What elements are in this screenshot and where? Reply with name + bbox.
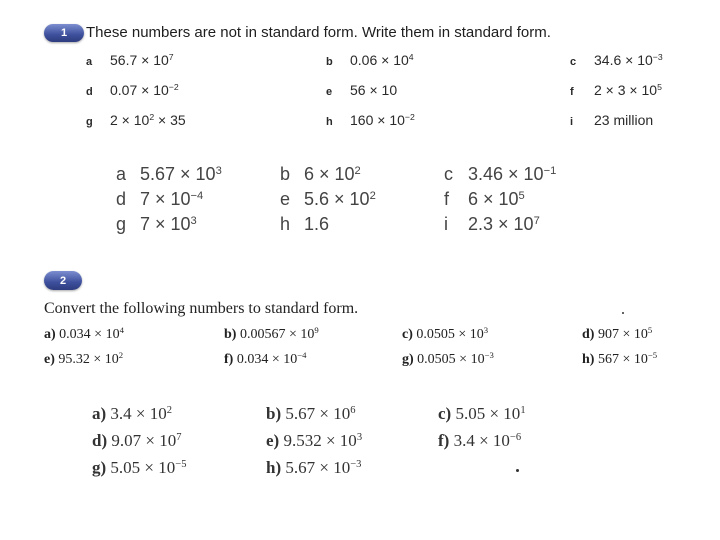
exponent: −5 xyxy=(647,350,658,361)
answer-expression: 3.4 × 10 xyxy=(110,404,167,423)
ex2-answer-e xyxy=(266,431,362,451)
answer-label: b xyxy=(280,164,291,184)
question-label: b xyxy=(326,56,333,68)
answer-expression: 7 × 10 xyxy=(140,214,191,234)
ex1-answer-c xyxy=(444,164,556,185)
exercise-2-number: 2 xyxy=(59,274,67,287)
answer-label: g) xyxy=(92,458,107,477)
exponent: 7 xyxy=(168,52,174,63)
ex2-question-f xyxy=(224,352,306,368)
question-expression: 0.034 × 10 xyxy=(59,327,120,342)
exponent: −6 xyxy=(509,432,522,444)
answer-expression: 6 × 10 xyxy=(304,164,355,184)
answer-label: h) xyxy=(266,458,282,477)
ex2-answer-a xyxy=(92,404,172,424)
exponent: 2 xyxy=(149,112,155,123)
exponent: 2 xyxy=(166,405,173,417)
exponent: −2 xyxy=(168,82,179,93)
answer-label: b) xyxy=(266,404,282,423)
question-expression: 56.7 × 10 xyxy=(110,52,169,68)
question-label: f) xyxy=(224,352,234,367)
ex2-question-e xyxy=(44,352,123,368)
ex2-answer-d xyxy=(92,431,181,451)
ex1-question-f xyxy=(570,82,662,98)
exponent: 7 xyxy=(176,432,182,444)
answer-expression: 5.6 × 10 xyxy=(304,189,370,209)
answer-label: e xyxy=(280,189,291,209)
question-expression-tail: × 35 xyxy=(154,112,186,128)
scan-speck xyxy=(622,312,624,314)
answer-label: f) xyxy=(438,431,450,450)
answer-label: d) xyxy=(92,431,108,450)
ex1-answer-f xyxy=(444,189,525,210)
answer-label: c xyxy=(444,164,453,184)
exercise-2-instructions: Convert the following numbers to standard form. xyxy=(44,300,359,317)
exercise-2-badge xyxy=(44,271,82,290)
exponent: 5 xyxy=(647,325,653,336)
question-expression: 907 × 10 xyxy=(597,327,648,342)
question-expression: 95.32 × 10 xyxy=(58,352,119,367)
question-label: f xyxy=(570,86,574,98)
ex2-question-c xyxy=(402,327,488,343)
exercise-1-number: 1 xyxy=(60,27,68,39)
question-label: e) xyxy=(44,352,55,367)
exponent: 3 xyxy=(215,164,222,177)
question-expression: 2 × 3 × 10 xyxy=(594,82,658,98)
exponent: 5 xyxy=(518,189,525,202)
ex1-answer-i xyxy=(444,214,540,235)
exponent: 3 xyxy=(483,325,489,336)
answer-label: a) xyxy=(92,404,107,423)
exercise-1-badge xyxy=(44,24,84,42)
ex1-answer-b xyxy=(280,164,361,185)
question-label: g) xyxy=(402,352,414,367)
exponent: 3 xyxy=(356,432,363,444)
question-label: h xyxy=(326,116,333,128)
ex2-answer-g xyxy=(92,458,186,478)
ex1-answer-a xyxy=(116,164,222,185)
question-label: d) xyxy=(582,327,595,342)
ex2-answer-h xyxy=(266,458,361,478)
question-expression: 0.00567 × 10 xyxy=(239,327,315,342)
ex2-question-g xyxy=(402,352,494,368)
question-expression: 567 × 10 xyxy=(597,352,648,367)
exponent: −2 xyxy=(404,112,415,123)
question-label: e xyxy=(326,86,333,98)
question-expression: 0.07 × 10 xyxy=(110,82,169,98)
answer-label: a xyxy=(116,164,127,184)
exponent: 4 xyxy=(119,325,124,336)
exponent: 6 xyxy=(350,405,356,417)
exponent: −4 xyxy=(297,350,307,361)
scan-speck xyxy=(516,469,519,472)
ex2-question-a xyxy=(44,327,124,343)
ex2-question-h xyxy=(582,352,657,368)
ex2-answer-f xyxy=(438,431,521,451)
answer-expression: 3.4 × 10 xyxy=(453,431,510,450)
exponent: 2 xyxy=(354,164,361,177)
answer-label: i xyxy=(444,214,448,234)
answer-expression: 5.67 × 10 xyxy=(285,458,351,477)
question-expression: 0.0505 × 10 xyxy=(417,352,485,367)
exponent: −3 xyxy=(350,459,362,471)
ex1-question-c xyxy=(570,52,663,68)
exponent: 7 xyxy=(533,214,540,227)
answer-expression: 9.07 × 10 xyxy=(111,431,177,450)
question-expression: 23 million xyxy=(594,112,654,128)
question-label: b) xyxy=(224,327,237,342)
ex2-question-b xyxy=(224,327,319,343)
exponent: −3 xyxy=(484,350,494,361)
answer-label: f xyxy=(444,189,450,209)
answer-expression: 2.3 × 10 xyxy=(468,214,534,234)
exponent: 4 xyxy=(408,52,414,63)
exponent: −3 xyxy=(652,52,663,63)
ex1-question-h xyxy=(326,112,415,128)
answer-expression: 7 × 10 xyxy=(140,189,191,209)
exponent: 9 xyxy=(314,325,319,336)
ex1-answer-d xyxy=(116,189,203,210)
question-expression: 0.06 × 10 xyxy=(350,52,409,68)
answer-label: d xyxy=(116,189,127,209)
question-expression: 0.034 × 10 xyxy=(236,352,298,367)
ex2-question-d xyxy=(582,327,652,343)
exponent: −5 xyxy=(175,459,187,471)
answer-label: c) xyxy=(438,404,452,423)
question-label: c xyxy=(570,56,577,68)
answer-expression: 3.46 × 10 xyxy=(468,164,544,184)
question-label: d xyxy=(86,86,93,98)
answer-expression: 6 × 10 xyxy=(468,189,519,209)
ex1-question-a xyxy=(86,52,174,68)
answer-expression: 1.6 xyxy=(304,214,330,234)
exponent: 5 xyxy=(657,82,662,93)
exponent: −1 xyxy=(543,164,557,177)
answer-expression: 5.05 × 10 xyxy=(110,458,176,477)
question-expression: 34.6 × 10 xyxy=(594,52,653,68)
question-label: a xyxy=(86,56,93,68)
question-expression: 160 × 10 xyxy=(350,112,405,128)
question-expression: 2 × 10 xyxy=(110,112,150,128)
answer-label: h xyxy=(280,214,291,234)
answer-label: g xyxy=(116,214,127,234)
answer-expression: 5.05 × 10 xyxy=(455,404,521,423)
question-label: i xyxy=(570,116,574,128)
ex1-question-e xyxy=(326,82,397,98)
question-label: c) xyxy=(402,327,413,342)
question-label: g xyxy=(86,116,93,128)
exercise-1-instructions: These numbers are not in standard form. Write them in standard form. xyxy=(86,24,551,41)
exponent: 3 xyxy=(190,214,197,227)
ex1-question-g xyxy=(86,112,186,128)
exponent: 2 xyxy=(118,350,124,361)
exponent: 2 xyxy=(369,189,376,202)
ex2-answer-c xyxy=(438,404,526,424)
ex2-answer-b xyxy=(266,404,355,424)
ex1-answer-e xyxy=(280,189,376,210)
exponent: −4 xyxy=(190,189,204,202)
ex1-answer-h xyxy=(280,214,329,235)
question-expression: 56 × 10 xyxy=(350,82,398,98)
question-label: a) xyxy=(44,327,56,342)
answer-expression: 9.532 × 10 xyxy=(283,431,357,450)
answer-expression: 5.67 × 10 xyxy=(285,404,351,423)
exponent: 1 xyxy=(520,405,526,417)
answer-label: e) xyxy=(266,431,280,450)
question-label: h) xyxy=(582,352,595,367)
ex1-question-b xyxy=(326,52,414,68)
ex1-question-i xyxy=(570,112,653,128)
answer-expression: 5.67 × 10 xyxy=(140,164,216,184)
ex1-answer-g xyxy=(116,214,197,235)
question-expression: 0.0505 × 10 xyxy=(416,327,484,342)
ex1-question-d xyxy=(86,82,179,98)
